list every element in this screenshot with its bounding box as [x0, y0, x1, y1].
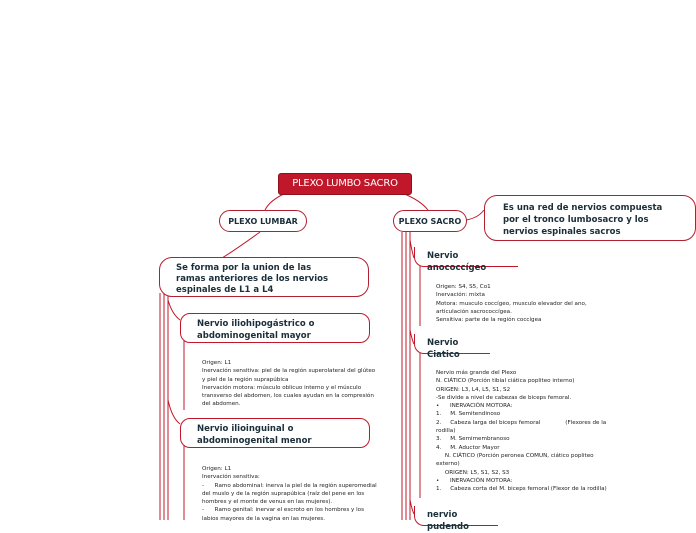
- wire-left-b: [168, 400, 180, 424]
- subtopic-ilioinguinal[interactable]: Nervio ilioinguinal o abdominogenital menor: [180, 418, 370, 448]
- root-node[interactable]: PLEXO LUMBO SACRO: [278, 173, 412, 195]
- note-ciatico: Nervio más grande del Plexo N. CIÁTICO (Porción tibial ciática popliteo interno) ORIGEN: L3, L4, L5, S1, S2 -Se divide a nivel de cabezas de biceps femoral. • INERVACIÓN MOTORA: 1. M. Semitendinoso 2. Cabeza larga del biceps femoral (Flexores de la rodilla) 3. M. Semimembranoso 4. M. Aductor Mayor N. CIÁTICO (Porción peronea COMUN, ciático popliteo externo) ORIGEN: L5, S1, S2, S3 • INERVACIÓN MOTORA: 1. Cabeza corta del M. biceps femoral (Flexor de la rodilla): [436, 370, 607, 493]
- subtopic-iliohipogastrico[interactable]: Nervio iliohipogástrico o abdominogenital mayor: [180, 313, 370, 343]
- topic-plexo-sacro[interactable]: PLEXO SACRO: [393, 210, 467, 232]
- wire-left-desc: [222, 232, 260, 258]
- plexo-lumbar-description[interactable]: Se forma por la union de las ramas anteriores de los nervios espinales de L1 a L4: [159, 257, 369, 297]
- subtopic-pudendo[interactable]: nervio pudendo: [414, 506, 498, 526]
- wire-root-left: [265, 193, 286, 210]
- wire-right-desc: [466, 210, 484, 220]
- topic-plexo-lumbar[interactable]: PLEXO LUMBAR: [219, 210, 307, 232]
- subtopic-anococcigeo[interactable]: Nervio anococcígeo: [414, 247, 518, 267]
- plexo-sacro-description[interactable]: Es una red de nervios compuesta por el tronco lumbosacro y los nervios espinales sacros: [484, 195, 696, 241]
- wire-root-right: [402, 193, 428, 210]
- note-iliohipogastrico: Origen: L1 Inervación sensitiva: piel de la región superolateral del glúteo y piel de la región suprapúbica Inervación motora: músculo oblicuo interno y el músculo transverso del abdomen, los cuales ayudan en la compresión del abdomen.: [202, 360, 376, 408]
- subtopic-ciatico[interactable]: Nervio Ciatico: [414, 334, 490, 354]
- note-anococcigeo: Origen: S4, S5, Co1 Inervación: mixta Motora: musculo coccígeo, musculo elevador del ano, articulación sacrococcígea. Sensitiva: parte de la región coccígea: [436, 284, 587, 324]
- wire-left-a: [168, 300, 180, 320]
- note-ilioinguinal: Origen: L1 Inervación sensitiva: - Ramo abdominal: inerva la piel de la región superomedial del muslo y de la región suprapúbica (raíz del pene en los hombres y el monte de venus en las mujeres). - Ramo genital: inervar el escroto en los hombres y los labios mayores de la vagina en las mujeres.: [202, 466, 377, 522]
